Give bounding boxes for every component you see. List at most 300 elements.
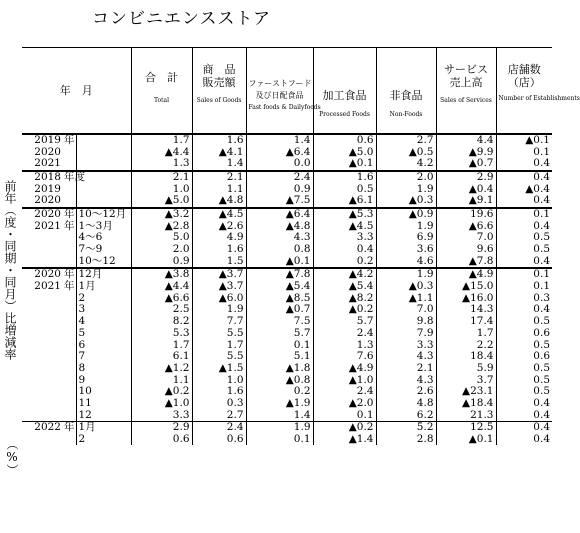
cell-goods: ▲3.7 <box>192 268 246 281</box>
cell-goods: ▲4.8 <box>192 195 246 208</box>
table-row <box>22 208 552 221</box>
cell-goods: 1.6 <box>192 386 246 398</box>
cell-processed: ▲4.5 <box>313 220 376 232</box>
cell-goods: 0.6 <box>192 434 246 446</box>
cell-goods: 5.5 <box>192 351 246 363</box>
table-row <box>22 351 552 363</box>
row-unit: 年度 <box>64 170 85 183</box>
cell-services: ▲0.4 <box>436 183 496 195</box>
row-year: 2020 <box>34 268 61 281</box>
row-period <box>76 146 131 158</box>
cell-goods: 7.7 <box>192 316 246 328</box>
cell-nonfoods: 6.9 <box>376 232 436 244</box>
cell-services: ▲9.9 <box>436 146 496 158</box>
row-unit: 年 <box>64 133 75 146</box>
row-period: 3 <box>76 304 131 316</box>
cell-processed: 0.2 <box>313 255 376 268</box>
header-establishments <box>496 48 580 134</box>
cell-nonfoods: 5.2 <box>376 422 436 434</box>
cell-establishments: 0.4 <box>496 398 552 410</box>
header-row <box>22 48 552 134</box>
cell-total: 3.3 <box>131 409 192 421</box>
row-year: 2020 <box>34 194 61 207</box>
cell-total: ▲6.6 <box>131 292 192 304</box>
row-unit <box>62 316 76 328</box>
row-period <box>76 158 131 171</box>
cell-nonfoods: 2.7 <box>376 134 436 147</box>
cell-services: ▲0.7 <box>436 158 496 171</box>
cell-services: ▲6.6 <box>436 220 496 232</box>
row-period: 4 <box>76 316 131 328</box>
cell-processed: ▲0.2 <box>313 422 376 434</box>
cell-processed: 0.5 <box>313 183 376 195</box>
table-row <box>22 422 552 434</box>
cell-nonfoods: 1.9 <box>376 183 436 195</box>
cell-nonfoods: ▲0.5 <box>376 146 436 158</box>
row-year <box>22 255 62 268</box>
cell-processed: 3.3 <box>313 232 376 244</box>
row-period: 10～12月 <box>76 208 131 221</box>
table-row <box>22 363 552 375</box>
header-fast-label: ファーストフード 及び日配食品 <box>248 79 312 100</box>
cell-processed: ▲8.2 <box>313 292 376 304</box>
row-year <box>22 316 62 328</box>
header-total <box>131 48 192 134</box>
row-period: 10～12 <box>76 255 131 268</box>
cell-services: 1.7 <box>436 328 496 340</box>
header-processed <box>313 48 376 134</box>
header-processed-label: 加工食品 <box>322 89 367 102</box>
cell-services: 3.7 <box>436 374 496 386</box>
row-period: 10 <box>76 386 131 398</box>
cell-nonfoods: 2.8 <box>376 434 436 446</box>
row-period: 9 <box>76 374 131 386</box>
cell-fastfood: ▲0.8 <box>246 374 313 386</box>
header-establishments-en: Number of Establishments <box>498 95 580 102</box>
cell-services: 18.4 <box>436 351 496 363</box>
table-row <box>22 304 552 316</box>
cell-establishments: 0.5 <box>496 363 552 375</box>
row-period: 7 <box>76 351 131 363</box>
header-nonfoods <box>376 48 436 134</box>
cell-nonfoods: 4.8 <box>376 398 436 410</box>
cell-total: ▲1.2 <box>131 363 192 375</box>
row-unit <box>62 232 76 244</box>
cell-establishments: 0.4 <box>496 304 552 316</box>
cell-establishments: 0.1 <box>496 208 552 221</box>
header-goods-en: Sales of Goods <box>196 97 242 104</box>
row-year: 2018 <box>34 170 61 183</box>
cell-processed: 5.7 <box>313 316 376 328</box>
row-unit <box>62 434 76 446</box>
row-unit <box>62 351 76 363</box>
cell-nonfoods: 4.3 <box>376 351 436 363</box>
cell-nonfoods: 7.0 <box>376 304 436 316</box>
row-year <box>22 434 62 446</box>
cell-goods: 2.4 <box>192 422 246 434</box>
cell-nonfoods: 6.2 <box>376 409 436 421</box>
cell-processed: ▲4.2 <box>313 268 376 281</box>
row-unit <box>62 195 76 208</box>
row-year: 2019 <box>34 133 61 146</box>
row-period: 4～6 <box>76 232 131 244</box>
cell-fastfood: 4.3 <box>246 232 313 244</box>
cell-goods: 1.5 <box>192 255 246 268</box>
row-year: 2021 <box>34 157 61 170</box>
cell-fastfood: ▲0.7 <box>246 304 313 316</box>
cell-fastfood: 0.8 <box>246 244 313 256</box>
row-period: 1月 <box>76 281 131 293</box>
cell-goods: 1.9 <box>192 304 246 316</box>
row-period: 12月 <box>76 268 131 281</box>
header-goods <box>192 48 246 134</box>
cell-goods: 2.1 <box>192 171 246 184</box>
row-period: 2 <box>76 292 131 304</box>
cell-total: 1.0 <box>131 183 192 195</box>
cell-processed: ▲6.1 <box>313 195 376 208</box>
row-year: 2021 <box>34 219 61 232</box>
cell-goods: ▲6.0 <box>192 292 246 304</box>
cell-fastfood: 1.9 <box>246 422 313 434</box>
row-unit <box>62 304 76 316</box>
cell-fastfood: ▲5.4 <box>246 281 313 293</box>
cell-processed: 0.6 <box>313 134 376 147</box>
cell-services: 14.3 <box>436 304 496 316</box>
cell-goods: 4.9 <box>192 232 246 244</box>
row-year <box>22 328 62 340</box>
row-year: 2020 <box>34 207 61 220</box>
cell-total: ▲2.8 <box>131 220 192 232</box>
cell-services: ▲18.4 <box>436 398 496 410</box>
cell-goods: 1.7 <box>192 339 246 351</box>
cell-fastfood: ▲7.5 <box>246 195 313 208</box>
row-unit <box>62 363 76 375</box>
header-fast-en: Fast foods & Dailyfoods <box>248 104 321 111</box>
cell-nonfoods: 4.2 <box>376 158 436 171</box>
table-row <box>22 268 552 281</box>
cell-fastfood: 7.5 <box>246 316 313 328</box>
table-row <box>22 220 552 232</box>
cell-processed: ▲0.2 <box>313 304 376 316</box>
header-processed-en: Processed Foods <box>319 111 370 118</box>
row-year: 2020 <box>34 145 61 158</box>
cell-services: ▲16.0 <box>436 292 496 304</box>
cell-services: 17.4 <box>436 316 496 328</box>
cell-establishments: 0.4 <box>496 220 552 232</box>
cell-total: 1.7 <box>131 339 192 351</box>
cell-processed: 0.4 <box>313 244 376 256</box>
cell-goods: ▲3.7 <box>192 281 246 293</box>
row-unit <box>62 339 76 351</box>
cell-goods: 2.7 <box>192 409 246 421</box>
cell-fastfood: 0.9 <box>246 183 313 195</box>
row-unit <box>62 386 76 398</box>
cell-goods: 1.1 <box>192 183 246 195</box>
cell-goods: 5.5 <box>192 328 246 340</box>
cell-processed: 2.4 <box>313 386 376 398</box>
data-table <box>22 47 580 446</box>
cell-services: 2.2 <box>436 339 496 351</box>
cell-fastfood: 0.0 <box>246 158 313 171</box>
cell-fastfood: ▲4.8 <box>246 220 313 232</box>
row-unit: 年 <box>64 219 75 232</box>
row-year <box>22 409 62 421</box>
cell-services: ▲15.0 <box>436 281 496 293</box>
header-total-en: Total <box>153 97 170 104</box>
cell-services: 5.9 <box>436 363 496 375</box>
cell-goods: 0.3 <box>192 398 246 410</box>
cell-processed: ▲1.0 <box>313 374 376 386</box>
cell-total: 8.2 <box>131 316 192 328</box>
cell-fastfood: 2.4 <box>246 171 313 184</box>
row-year: 2021 <box>34 280 61 293</box>
cell-establishments: 0.5 <box>496 339 552 351</box>
table-row <box>22 339 552 351</box>
table-row <box>22 146 552 158</box>
cell-establishments: 0.4 <box>496 158 552 171</box>
cell-establishments: 0.4 <box>496 434 552 446</box>
header-year-month: 年 月 <box>22 48 131 134</box>
cell-total: ▲0.2 <box>131 386 192 398</box>
cell-establishments: 0.1 <box>496 268 552 281</box>
row-unit: 年 <box>64 280 75 293</box>
cell-total: 1.1 <box>131 374 192 386</box>
table-body <box>22 134 552 446</box>
table-row <box>22 183 552 195</box>
cell-processed: ▲4.9 <box>313 363 376 375</box>
row-unit <box>62 374 76 386</box>
cell-services: 7.0 <box>436 232 496 244</box>
table-row <box>22 434 552 446</box>
row-unit <box>62 292 76 304</box>
header-services <box>436 48 496 134</box>
side-unit: （%） <box>5 438 19 476</box>
cell-fastfood: 0.2 <box>246 386 313 398</box>
cell-services: 12.5 <box>436 422 496 434</box>
cell-total: 0.9 <box>131 255 192 268</box>
cell-nonfoods: 2.6 <box>376 386 436 398</box>
row-year <box>22 244 62 256</box>
cell-services: 4.4 <box>436 134 496 147</box>
cell-total: 5.0 <box>131 232 192 244</box>
row-unit <box>62 158 76 171</box>
table-row <box>22 409 552 421</box>
cell-goods: ▲4.5 <box>192 208 246 221</box>
row-year <box>22 374 62 386</box>
cell-fastfood: ▲7.8 <box>246 268 313 281</box>
row-year <box>22 232 62 244</box>
table-row <box>22 328 552 340</box>
cell-processed: 2.4 <box>313 328 376 340</box>
cell-fastfood: ▲1.9 <box>246 398 313 410</box>
row-unit <box>62 183 76 195</box>
row-unit <box>62 409 76 421</box>
cell-fastfood: 5.1 <box>246 351 313 363</box>
row-year <box>22 304 62 316</box>
cell-services: 2.9 <box>436 171 496 184</box>
cell-processed: ▲5.3 <box>313 208 376 221</box>
cell-total: 2.5 <box>131 304 192 316</box>
cell-fastfood: ▲8.5 <box>246 292 313 304</box>
cell-nonfoods: 1.9 <box>376 220 436 232</box>
table-row <box>22 316 552 328</box>
cell-establishments: 0.5 <box>496 316 552 328</box>
cell-fastfood: ▲0.1 <box>246 255 313 268</box>
cell-fastfood: 0.1 <box>246 434 313 446</box>
cell-processed: ▲1.4 <box>313 434 376 446</box>
cell-fastfood: ▲1.8 <box>246 363 313 375</box>
cell-establishments: 0.6 <box>496 328 552 340</box>
row-unit <box>62 328 76 340</box>
row-unit <box>62 398 76 410</box>
cell-fastfood: ▲6.4 <box>246 146 313 158</box>
cell-total: 5.3 <box>131 328 192 340</box>
cell-services: ▲4.9 <box>436 268 496 281</box>
cell-services: ▲7.8 <box>436 255 496 268</box>
table-row <box>22 195 552 208</box>
header-nonfoods-label: 非食品 <box>389 89 423 102</box>
cell-total: 0.6 <box>131 434 192 446</box>
row-unit: 年 <box>64 421 75 434</box>
cell-establishments: 0.3 <box>496 292 552 304</box>
header-nonfoods-en: Non-Foods <box>389 111 423 118</box>
cell-establishments: 0.5 <box>496 386 552 398</box>
cell-processed: 1.6 <box>313 171 376 184</box>
cell-total: ▲3.8 <box>131 268 192 281</box>
table-row <box>22 171 552 184</box>
cell-total: ▲4.4 <box>131 146 192 158</box>
row-year <box>22 339 62 351</box>
table-row <box>22 374 552 386</box>
cell-nonfoods: 3.6 <box>376 244 436 256</box>
table-row <box>22 292 552 304</box>
row-year <box>22 351 62 363</box>
cell-fastfood: 5.7 <box>246 328 313 340</box>
cell-processed: 7.6 <box>313 351 376 363</box>
cell-establishments: ▲0.4 <box>496 183 552 195</box>
table-row <box>22 244 552 256</box>
row-period: 2 <box>76 434 131 446</box>
row-period <box>76 134 131 147</box>
header-services-label: サービス 売上高 <box>444 63 488 89</box>
header-fast <box>246 48 321 134</box>
cell-establishments: 0.4 <box>496 171 552 184</box>
cell-establishments: 0.5 <box>496 232 552 244</box>
row-period: 1月 <box>76 422 131 434</box>
cell-services: 9.6 <box>436 244 496 256</box>
table-row <box>22 134 552 147</box>
row-year <box>22 398 62 410</box>
row-period: 12 <box>76 409 131 421</box>
cell-services: ▲9.1 <box>436 195 496 208</box>
table-row <box>22 281 552 293</box>
table-row <box>22 158 552 171</box>
cell-nonfoods: 4.6 <box>376 255 436 268</box>
cell-nonfoods: ▲0.3 <box>376 281 436 293</box>
row-year: 2022 <box>34 421 61 434</box>
header-services-en: Sales of Services <box>440 97 492 104</box>
row-unit <box>62 146 76 158</box>
cell-goods: 1.4 <box>192 158 246 171</box>
cell-total: ▲3.2 <box>131 208 192 221</box>
table-row <box>22 398 552 410</box>
cell-establishments: 0.4 <box>496 195 552 208</box>
cell-total: ▲5.0 <box>131 195 192 208</box>
cell-establishments: 0.4 <box>496 422 552 434</box>
cell-total: 1.7 <box>131 134 192 147</box>
cell-processed: ▲0.1 <box>313 158 376 171</box>
row-period <box>76 195 131 208</box>
cell-fastfood: 0.1 <box>246 339 313 351</box>
header-goods-label: 商 品 販売額 <box>202 63 236 89</box>
cell-nonfoods: ▲1.1 <box>376 292 436 304</box>
row-unit: 年 <box>64 207 75 220</box>
row-period: 5 <box>76 328 131 340</box>
table-row <box>22 232 552 244</box>
table-row <box>22 255 552 268</box>
side-label-text: 前年（度・同期・同月）比増減率 <box>3 180 17 360</box>
cell-total: 2.1 <box>131 171 192 184</box>
header-establishments-label: 店舗数 （店） <box>507 63 541 89</box>
row-year <box>22 292 62 304</box>
cell-establishments: 0.4 <box>496 255 552 268</box>
cell-processed: ▲5.0 <box>313 146 376 158</box>
cell-processed: 0.1 <box>313 409 376 421</box>
cell-goods: 1.6 <box>192 134 246 147</box>
row-period: 6 <box>76 339 131 351</box>
cell-processed: 1.3 <box>313 339 376 351</box>
row-period: 8 <box>76 363 131 375</box>
cell-nonfoods: 7.9 <box>376 328 436 340</box>
cell-services: ▲0.1 <box>436 434 496 446</box>
cell-nonfoods: ▲0.9 <box>376 208 436 221</box>
header-total-label: 合 計 <box>145 71 178 84</box>
row-year <box>22 363 62 375</box>
cell-establishments: ▲0.1 <box>496 134 552 147</box>
cell-nonfoods: 4.3 <box>376 374 436 386</box>
cell-establishments: 0.6 <box>496 351 552 363</box>
row-unit <box>62 244 76 256</box>
cell-processed: ▲2.0 <box>313 398 376 410</box>
side-label <box>2 180 20 490</box>
cell-total: 2.0 <box>131 244 192 256</box>
row-period <box>76 183 131 195</box>
row-period: 7～9 <box>76 244 131 256</box>
cell-nonfoods: 9.8 <box>376 316 436 328</box>
cell-fastfood: 1.4 <box>246 409 313 421</box>
cell-total: 1.3 <box>131 158 192 171</box>
cell-services: ▲23.1 <box>436 386 496 398</box>
cell-establishments: 0.1 <box>496 146 552 158</box>
cell-establishments: 0.4 <box>496 409 552 421</box>
cell-establishments: 0.5 <box>496 374 552 386</box>
cell-nonfoods: 3.3 <box>376 339 436 351</box>
cell-services: 19.6 <box>436 208 496 221</box>
page-title: コンビニエンスストア <box>92 9 271 29</box>
cell-nonfoods: 2.1 <box>376 363 436 375</box>
cell-total: ▲1.0 <box>131 398 192 410</box>
cell-goods: 1.6 <box>192 244 246 256</box>
cell-total: ▲4.4 <box>131 281 192 293</box>
cell-total: 6.1 <box>131 351 192 363</box>
cell-establishments: 0.5 <box>496 244 552 256</box>
cell-goods: 1.0 <box>192 374 246 386</box>
row-unit: 年 <box>64 268 75 281</box>
cell-fastfood: ▲6.4 <box>246 208 313 221</box>
row-year <box>22 386 62 398</box>
cell-nonfoods: 1.9 <box>376 268 436 281</box>
cell-services: 21.3 <box>436 409 496 421</box>
